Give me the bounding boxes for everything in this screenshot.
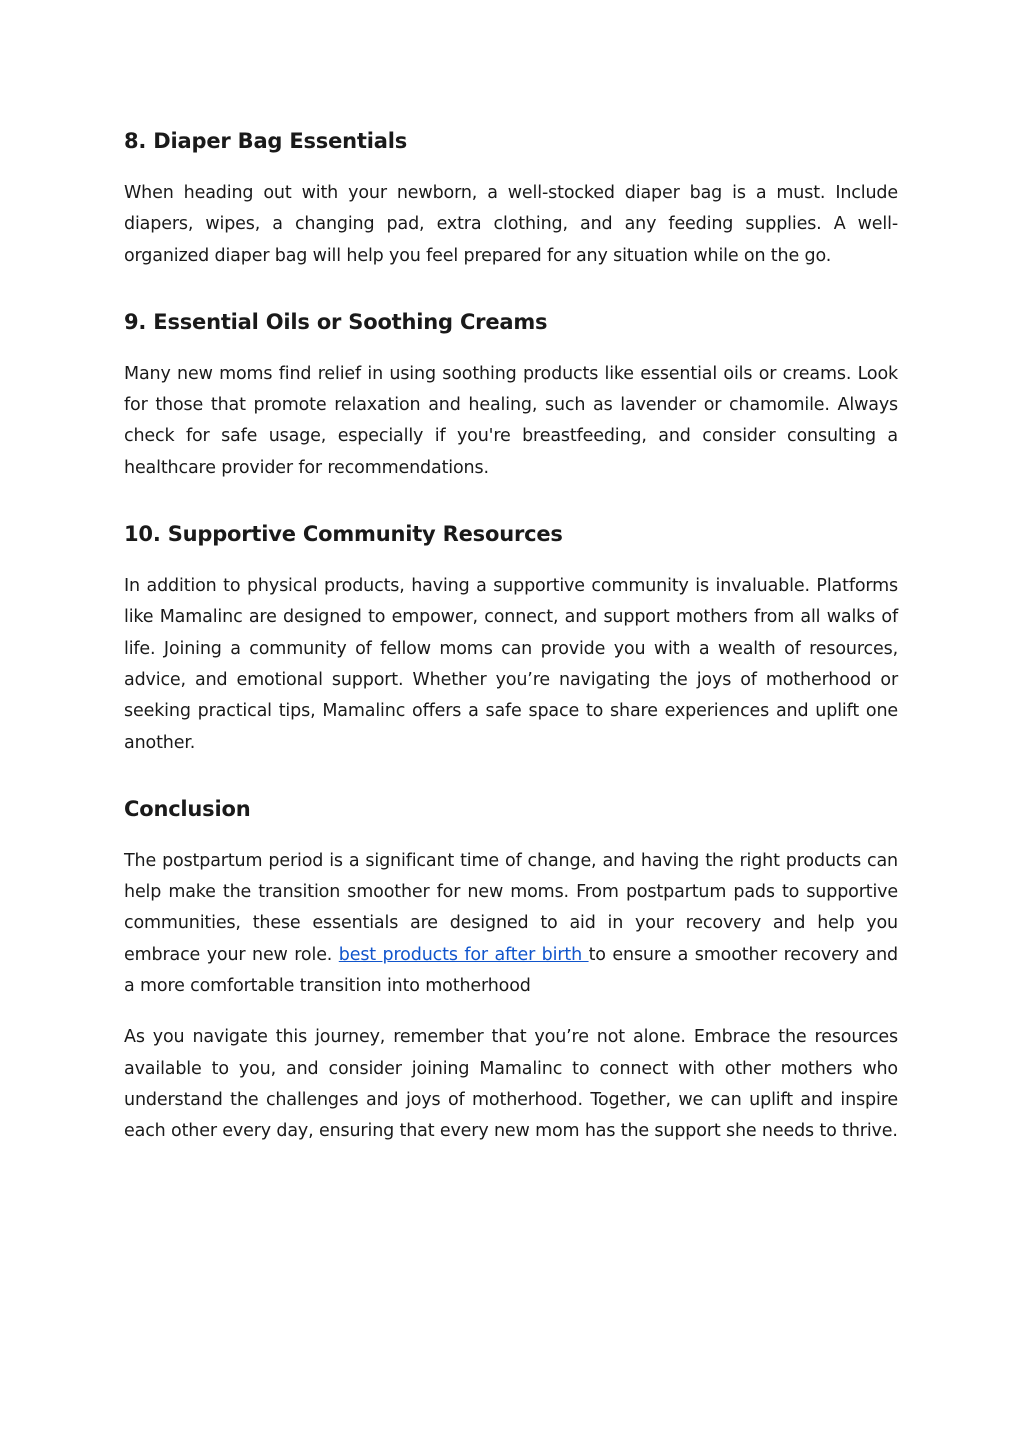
best-products-link[interactable]: best products for after birth bbox=[338, 944, 589, 965]
conclusion-text-after-link: to ensure a smoother recovery and a more comfortable transition into motherhood bbox=[124, 944, 898, 997]
conclusion-paragraph-1 bbox=[124, 846, 898, 1002]
section-heading: 10. Supportive Community Resources bbox=[124, 522, 563, 547]
section-heading: 8. Diaper Bag Essentials bbox=[124, 129, 408, 153]
section-diaper-bag bbox=[124, 124, 898, 272]
section-heading: 9. Essential Oils or Soothing Creams bbox=[124, 309, 548, 334]
document-page bbox=[124, 124, 898, 1148]
section-paragraph: In addition to physical products, having a supportive community is invaluable. Platforms like Mamalinc are designed to empower, connect, and support mothers from all walks of life. Joining a community of fellow moms can provide you with a wealth of resources, advice, and emotional support. Whether you’re navigating the joys of motherhood or seeking practical tips, Mamalinc offers a safe space to share experiences and uplift one another. bbox=[124, 576, 898, 753]
conclusion-text-before-link: The postpartum period is a significant time of change, and having the right products can help make the transition smoother for new moms. From postpartum pads to supportive communities, these essentials are designed to aid in your recovery and help you embrace your new role. bbox=[124, 850, 898, 965]
section-paragraph: Many new moms find relief in using soothing products like essential oils or creams. Look for those that promote relaxation and healing, such as lavender or chamomile. Always check for safe usage, especially if you're breastfeeding, and consider consulting a healthcare provider for recommendations. bbox=[124, 363, 898, 478]
section-essential-oils bbox=[124, 305, 898, 484]
conclusion-paragraph-2: As you navigate this journey, remember that you’re not alone. Embrace the resources available to you, and consider joining Mamalinc to connect with other mothers who understand the challenges and joys of motherhood. Together, we can uplift and inspire each other every day, ensuring that every new mom has the support she needs to thrive. bbox=[124, 1027, 898, 1142]
section-community-resources bbox=[124, 517, 898, 759]
conclusion-heading: Conclusion bbox=[124, 796, 251, 821]
section-conclusion bbox=[124, 792, 898, 1148]
section-paragraph: When heading out with your newborn, a well-stocked diaper bag is a must. Include diapers, wipes, a changing pad, extra clothing, and any feeding supplies. A well-organized diaper bag will help you feel prepared for any situation while on the go. bbox=[124, 183, 898, 266]
